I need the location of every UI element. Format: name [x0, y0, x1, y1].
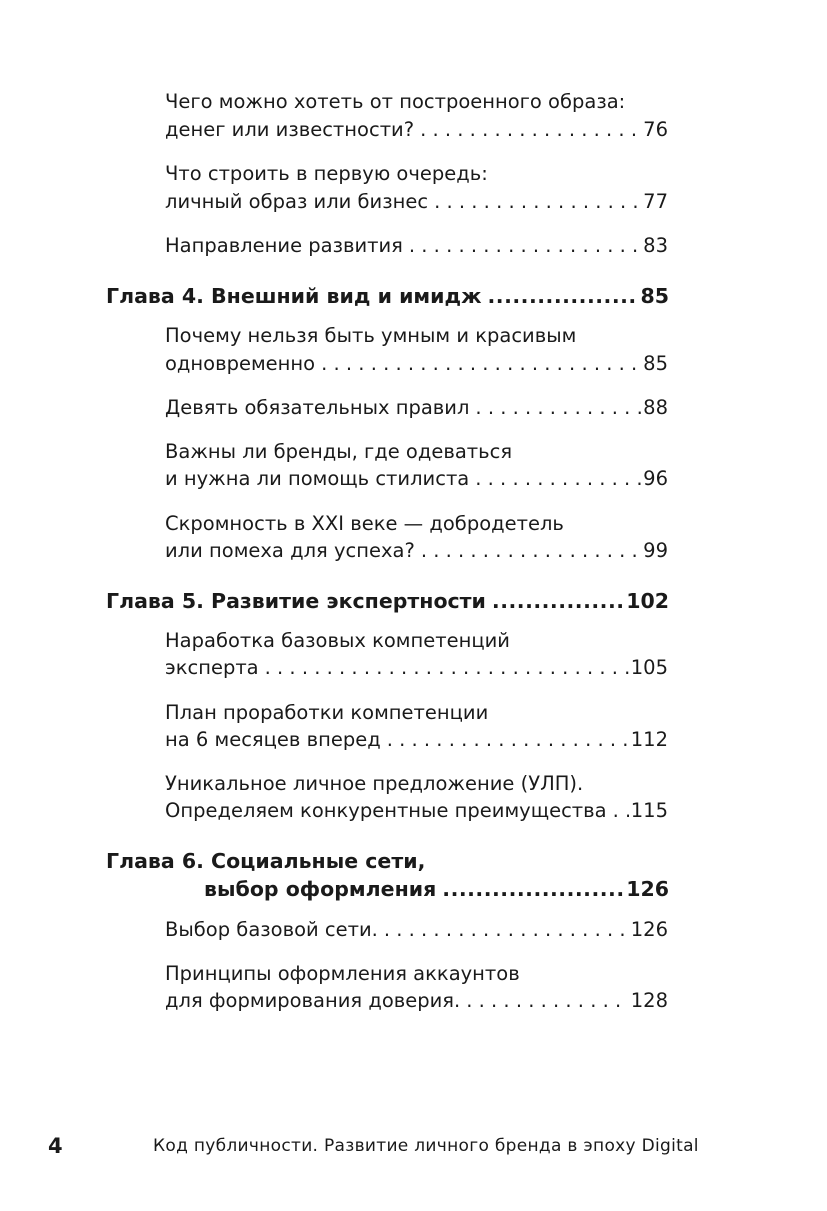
toc-entry-title: одновременно [165, 352, 316, 375]
toc-entry-title: Почему нельзя быть умным и красивым [165, 324, 577, 347]
page-number: 4 [48, 1134, 63, 1158]
toc-entry-title: Девять обязательных правил [165, 396, 470, 419]
leader-dots [488, 284, 639, 308]
toc-page-number: 96 [643, 467, 668, 490]
toc-entry-title: и нужна ли помощь стилиста [165, 467, 470, 490]
leader-dots [420, 118, 641, 141]
toc-entry-title: Направление развития [165, 234, 403, 257]
leader-dots [492, 589, 624, 613]
toc-entry-title: Что строить в первую очередь: [165, 162, 488, 185]
leader-dots [265, 656, 629, 679]
leader-dots [421, 539, 641, 562]
toc-page-number: 128 [630, 989, 668, 1012]
toc-page-number: 115 [630, 799, 668, 822]
leader-dots [613, 799, 629, 822]
toc-entry[interactable] [165, 118, 668, 141]
toc-entry-title: План проработки компетенции [165, 701, 489, 724]
toc-entry-title: личный образ или бизнес [165, 190, 429, 213]
toc-page-number: 77 [643, 190, 668, 213]
toc-page-number: 85 [643, 352, 668, 375]
toc-page-number: 126 [630, 918, 668, 941]
chapter-title: Глава 4. Внешний вид и имидж [106, 284, 482, 308]
toc-entry[interactable] [165, 656, 668, 679]
leader-dots [442, 877, 624, 901]
toc-page-number: 83 [643, 234, 668, 257]
toc-entry[interactable] [165, 190, 668, 213]
toc-entry[interactable] [165, 989, 668, 1012]
toc-entry[interactable] [165, 396, 668, 419]
toc-entry-title: денег или известности? [165, 118, 415, 141]
toc-page-number: 112 [630, 728, 668, 751]
toc-entry[interactable] [165, 352, 668, 375]
toc-entry-title: Важны ли бренды, где одеваться [165, 440, 513, 463]
leader-dots [409, 234, 641, 257]
toc-entry[interactable] [165, 918, 668, 941]
toc-entry-title: для формирования доверия. [165, 989, 461, 1012]
running-footer-title: Код публичности. Развитие личного бренда в эпоху Digital [153, 1136, 699, 1156]
toc-chapter-entry[interactable] [106, 589, 669, 613]
toc-entry-title: Принципы оформления аккаунтов [165, 962, 520, 985]
toc-page-number: 99 [643, 539, 668, 562]
toc-chapter-entry[interactable] [106, 284, 669, 308]
chapter-title: Глава 5. Развитие экспертности [106, 589, 486, 613]
toc-entry[interactable] [165, 799, 668, 822]
toc-entry-title: на 6 месяцев вперед [165, 728, 381, 751]
toc-entry[interactable] [165, 728, 668, 751]
toc-entry[interactable] [165, 467, 668, 490]
leader-dots [321, 352, 641, 375]
toc-chapter-entry[interactable] [204, 877, 669, 901]
leader-dots [475, 467, 641, 490]
toc-entry-title: Выбор базовой сети. [165, 918, 378, 941]
toc-entry-title: или помеха для успеха? [165, 539, 415, 562]
toc-page-number: 76 [643, 118, 668, 141]
leader-dots [466, 989, 629, 1012]
toc-page-number: 126 [626, 877, 669, 901]
toc-entry[interactable] [165, 539, 668, 562]
leader-dots [434, 190, 641, 213]
toc-page-number: 105 [630, 656, 668, 679]
toc-page-number: 85 [640, 284, 669, 308]
toc-entry[interactable] [165, 234, 668, 257]
chapter-title: Глава 6. Социальные сети, [106, 849, 426, 873]
toc-page-number: 88 [643, 396, 668, 419]
leader-dots [384, 918, 629, 941]
toc-page-number: 102 [626, 589, 669, 613]
toc-entry-title: Скромность в XXI веке — добродетель [165, 512, 564, 535]
leader-dots [387, 728, 629, 751]
chapter-title-continued: выбор оформления [204, 877, 437, 901]
leader-dots [475, 396, 641, 419]
toc-entry-title: Определяем конкурентные преимущества [165, 799, 607, 822]
toc-entry-title: Наработка базовых компетенций [165, 629, 510, 652]
toc-entry-title: Чего можно хотеть от построенного образа: [165, 90, 626, 113]
toc-entry-title: Уникальное личное предложение (УЛП). [165, 772, 584, 795]
toc-entry-title: эксперта [165, 656, 259, 679]
